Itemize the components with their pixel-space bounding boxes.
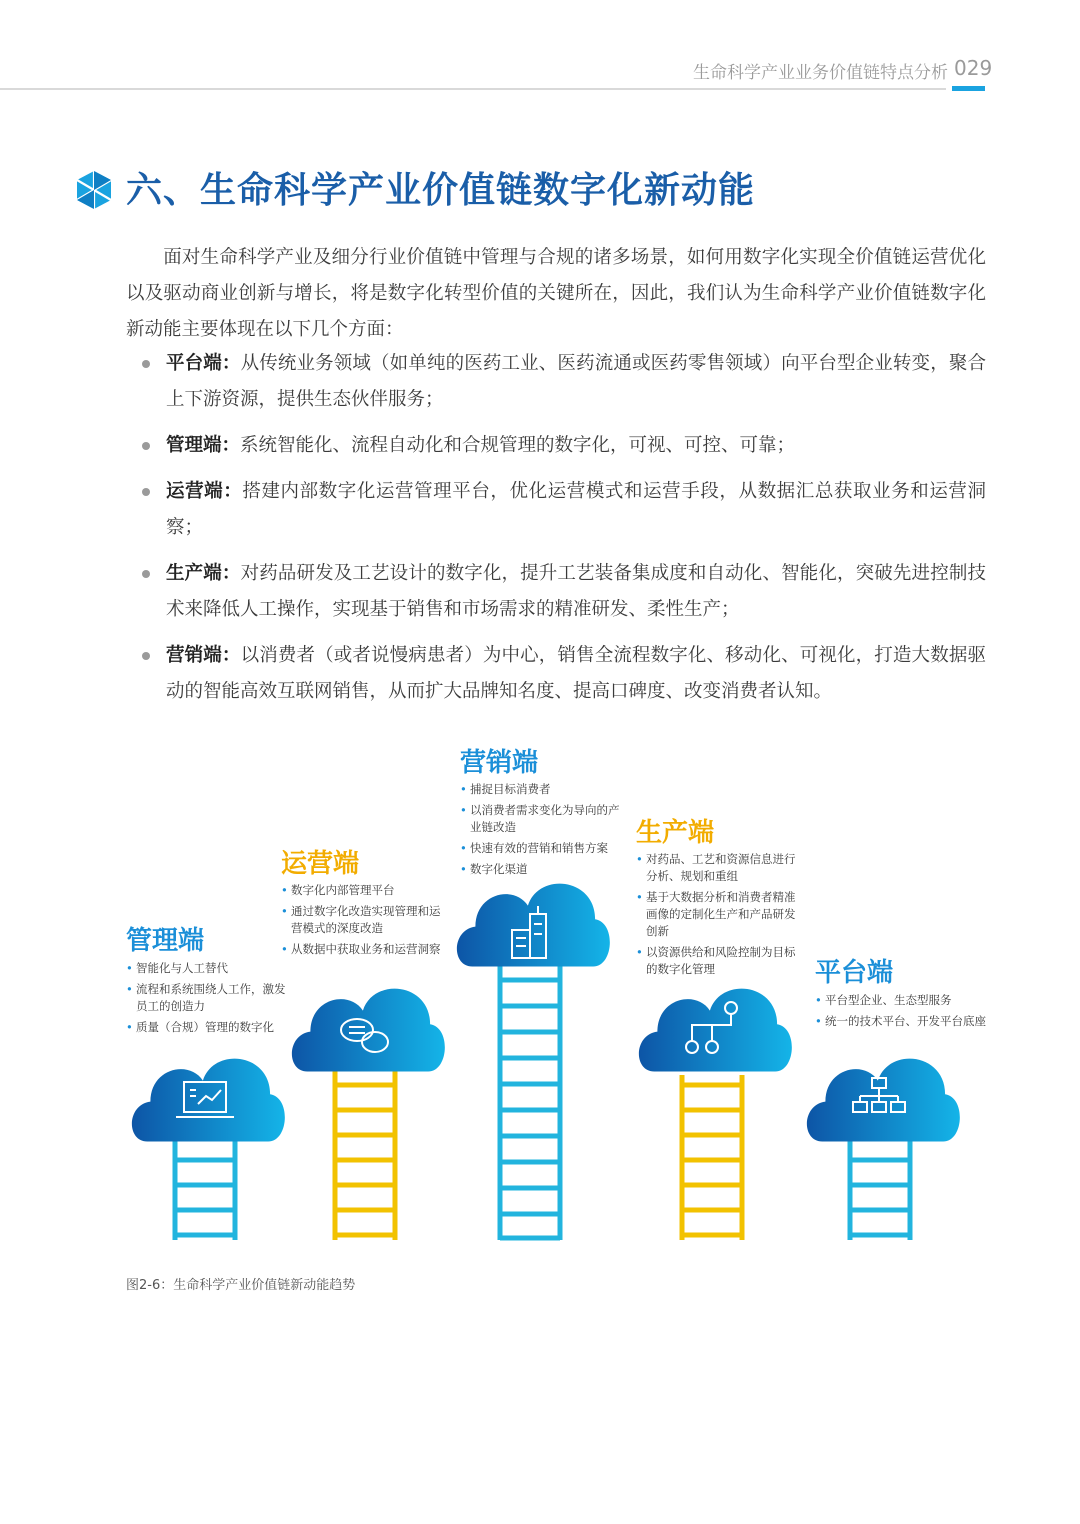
bullet-text: 从传统业务领域（如单纯的医药工业、医药流通或医药零售领域）向平台型企业转变，聚合上下游资源，提供生态伙伴服务； [166,353,986,410]
figure-caption: 图2-6：生命科学产业价值链新动能趋势 [126,1278,356,1293]
list-item: • 平台型企业、生态型服务 [815,992,990,1009]
list-item: • 通过数字化改造实现管理和运营模式的深度改造 [281,903,449,937]
col-title-marketing: 营销端 [460,748,539,778]
header-rule [0,88,946,90]
list-item: • 对药品、工艺和资源信息进行分析、规划和重组 [636,851,806,885]
ladder-operation [335,1070,395,1240]
cloud-operation [292,989,445,1072]
bullet-list [126,346,986,720]
cloud-management [132,1059,285,1142]
col-title-production: 生产端 [636,818,715,848]
col-list-production [636,851,806,982]
bullet-label: 运营端： [166,481,243,502]
bullet-text: 对药品研发及工艺设计的数字化，提升工艺装备集成度和自动化、智能化，突破先进控制技术来降低人工操作，实现基于销售和市场需求的精准研发、柔性生产； [166,563,986,620]
cloud-marketing [457,884,610,967]
list-item: • 质量（合规）管理的数字化 [126,1019,286,1036]
intro-paragraph [126,240,986,348]
chat-bubbles-icon [341,1019,388,1052]
list-item: • 以资源供给和风险控制为目标的数字化管理 [636,944,806,978]
bullet-label: 管理端： [166,435,241,456]
bullet-item [126,474,986,546]
cloud-platform [807,1059,960,1142]
bullet-dot [142,488,150,496]
hierarchy-icon [853,1078,905,1112]
list-item: • 捕捉目标消费者 [460,781,630,798]
list-item: • 从数据中获取业务和运营洞察 [281,941,449,958]
list-item: • 数字化内部管理平台 [281,882,449,899]
hexagon-cube-icon [76,170,112,210]
page-number: 029 [954,56,993,80]
list-item: • 以消费者需求变化为导向的产业链改造 [460,802,630,836]
header-accent-bar [952,86,985,91]
bullet-dot [142,570,150,578]
bullet-item [126,346,986,418]
list-item: • 快速有效的营销和销售方案 [460,840,630,857]
laptop-chart-icon [176,1082,234,1117]
bullet-text: 系统智能化、流程自动化和合规管理的数字化，可视、可控、可靠； [240,435,796,456]
ladder-production [682,1075,742,1240]
bullet-item [126,428,986,464]
col-title-platform: 平台端 [815,958,894,988]
running-header: 生命科学产业业务价值链特点分析 [693,63,948,83]
bullet-item [126,638,986,710]
bullet-label: 生产端： [166,563,241,584]
section-title: 六、生命科学产业价值链数字化新动能 [126,170,756,211]
cloud-production [639,989,792,1072]
bullet-label: 平台端： [166,353,241,374]
bullet-item [126,556,986,628]
col-list-marketing [460,781,630,882]
building-icon [512,906,546,958]
bullet-dot [142,652,150,660]
intro-text: 面对生命科学产业及细分行业价值链中管理与合规的诸多场景，如何用数字化实现全价值链运营优化以及驱动商业创新与增长，将是数字化转型价值的关键所在，因此，我们认为生命科学产业价值链数字化新动能主要体现在以下几个方面： [126,247,986,340]
bullet-dot [142,442,150,450]
bullet-text: 搭建内部数字化运营管理平台，优化运营模式和运营手段，从数据汇总获取业务和运营洞察； [166,481,986,538]
list-item: • 基于大数据分析和消费者精准画像的定制化生产和产品研发创新 [636,889,806,940]
list-item: • 统一的技术平台、开发平台底座 [815,1013,990,1030]
bullet-dot [142,360,150,368]
col-list-platform [815,992,990,1034]
col-list-management [126,960,286,1040]
list-item: • 智能化与人工替代 [126,960,286,977]
col-title-management: 管理端 [126,926,205,956]
ladder-platform [850,1140,910,1240]
ladder-marketing [500,965,560,1240]
list-item: • 流程和系统围绕人工作，激发员工的创造力 [126,981,286,1015]
col-title-operation: 运营端 [281,849,360,879]
bullet-text: 以消费者（或者说慢病患者）为中心，销售全流程数字化、移动化、可视化，打造大数据驱动的智能高效互联网销售，从而扩大品牌知名度、提高口碑度、改变消费者认知。 [166,645,986,702]
ladder-management [175,1140,235,1240]
col-list-operation [281,882,449,962]
list-item: • 数字化渠道 [460,861,630,878]
bullet-label: 营销端： [166,645,241,666]
flow-nodes-icon [686,1002,737,1053]
